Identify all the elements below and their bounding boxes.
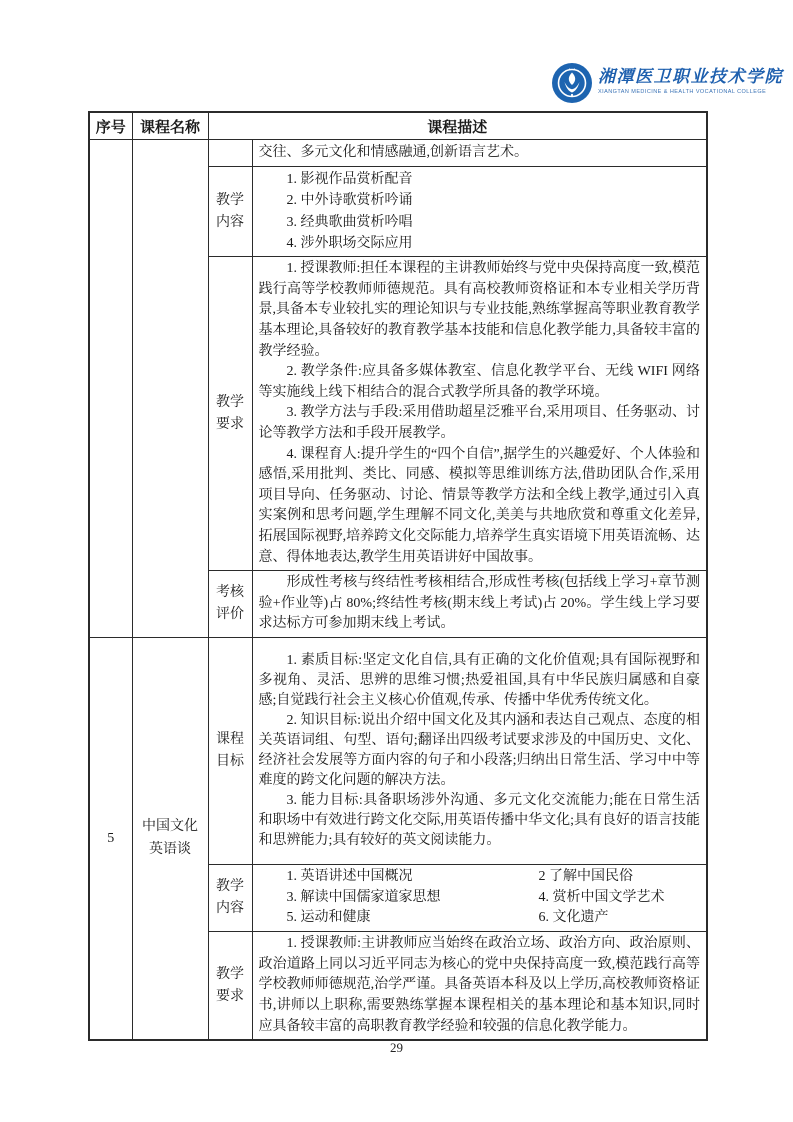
list-item: 2 了解中国民俗	[538, 868, 633, 884]
assessment-label: 考核评价	[216, 585, 244, 622]
teaching-content-cell	[252, 167, 707, 257]
prev-course-name-cell	[132, 140, 208, 638]
course-5-name-line1: 中国文化	[142, 819, 198, 835]
requirement-paragraph: 2. 教学条件:应具备多媒体教室、信息化教学平台、无线 WIFI 网络等实施线上线下相结合的混合式教学所具备的教学环境。	[258, 364, 701, 400]
college-logo	[551, 62, 783, 104]
content-items-grid	[259, 867, 701, 929]
teaching-requirements-label-cell	[208, 257, 252, 571]
college-name-block	[598, 62, 783, 95]
teaching-content-label-cell	[208, 864, 252, 931]
header-course-name: 课程名称	[132, 112, 208, 140]
header-course-desc: 课程描述	[208, 112, 707, 140]
college-name-en: XIANGTAN MEDICINE & HEALTH VOCATIONAL COLLEGE	[598, 88, 767, 95]
assessment-label-cell	[208, 571, 252, 638]
teaching-content-label-cell	[208, 167, 252, 257]
desc-tail-text: 交往、多元文化和情感融通,创新语言艺术。	[258, 144, 528, 160]
teaching-requirements-label: 教学要求	[216, 394, 244, 432]
teaching-requirements-label: 教学要求	[216, 967, 244, 1004]
course-5-index: 5	[89, 637, 132, 1040]
list-item: 1. 英语讲述中国概况	[286, 868, 413, 884]
table-header-row	[89, 112, 707, 140]
course-5-name-line2: 英语谈	[149, 841, 191, 857]
list-item: 4. 赏析中国文学艺术	[538, 889, 665, 905]
goal-paragraph: 3. 能力目标:具备职场涉外沟通、多元文化交流能力;能在日常生活和职场中有效进行跨文化交际,用英语传播中华文化;具有良好的语言技能和思辨能力;具有较好的英文阅读能力。	[258, 792, 701, 848]
assessment-cell	[252, 571, 707, 638]
college-emblem-icon	[551, 62, 593, 104]
course-description-table	[88, 111, 708, 1041]
requirement-paragraph: 3. 教学方法与手段:采用借助超星泛雅平台,采用项目、任务驱动、讨论等教学方法和手段开展教学。	[258, 405, 701, 441]
row-course-5-goals	[89, 637, 707, 864]
list-item: 4. 涉外职场交际应用	[286, 235, 413, 251]
prev-course-index-cell	[89, 140, 132, 638]
header-index: 序号	[89, 112, 132, 140]
course-goals-cell	[252, 637, 707, 864]
list-item: 6. 文化遗产	[538, 910, 609, 926]
empty-label-cell	[208, 140, 252, 167]
course-goals-label-cell	[208, 637, 252, 864]
teaching-content-cell	[252, 864, 707, 931]
teaching-content-label: 教学内容	[216, 879, 244, 917]
page-number: 29	[390, 1040, 403, 1055]
list-item: 3. 经典歌曲赏析吟唱	[286, 214, 413, 230]
teaching-content-label: 教学内容	[216, 192, 244, 230]
college-name-zh: 湘潭医卫职业技术学院	[598, 67, 783, 86]
list-item: 2. 中外诗歌赏析吟诵	[286, 193, 413, 209]
course-goals-label: 课程目标	[216, 732, 244, 769]
goal-paragraph: 2. 知识目标:说出介绍中国文化及其内涵和表达自己观点、态度的相关英语词组、句型、语句;翻译出四级考试要求涉及的中国历史、文化、经济社会发展等方面内容的句子和小段落;归纳出日常生活、学习中中等难度的跨文化问题的解决方法。	[258, 713, 701, 788]
desc-tail-cell	[252, 140, 707, 167]
row-continuation-tail	[89, 140, 707, 167]
course-5-name	[132, 637, 208, 1040]
teaching-requirements-label-cell	[208, 932, 252, 1040]
requirement-paragraph: 1. 授课教师:担任本课程的主讲教师始终与党中央保持高度一致,模范践行高等学校教师师德规范。具有高校教师资格证和本专业相关学历背景,具备本专业较扎实的理论知识与专业技能,熟练掌握高等职业教育教学基本理论,具备较好的教育教学基本技能和信息化教学能力,具备较丰富的教学经验。	[258, 261, 701, 359]
teaching-requirements-cell	[252, 932, 707, 1040]
goal-paragraph: 1. 素质目标:坚定文化自信,具有正确的文化价值观;具有国际视野和多视角、灵活、思辨的思维习惯;热爱祖国,具有中华民族归属感和自豪感;自觉践行社会主义核心价值观,传承、传播中华优秀传统文化。	[258, 653, 701, 709]
requirement-paragraph: 4. 课程育人:提升学生的“四个自信”,据学生的兴趣爱好、个人体验和感悟,采用批判、类比、同感、模拟等思维训练方法,借助团队合作,采用项目导向、任务驱动、讨论、情景等教学方法和全线上教学,通过引入真实案例和思考问题,学生理解不同文化,美美与共地欣赏和尊重文化差异,拓展国际视野,培养跨文化交际能力,培养学生真实语境下用英语流畅、达意、得体地表达,教学生用英语讲好中国故事。	[258, 446, 701, 565]
list-item: 3. 解读中国儒家道家思想	[286, 889, 441, 905]
list-item: 1. 影视作品赏析配音	[286, 172, 413, 187]
teaching-requirements-cell	[252, 257, 707, 571]
assessment-text: 形成性考核与终结性考核相结合,形成性考核(包括线上学习+章节测验+作业等)占 80%;终结性考核(期末线上考试)占 20%。学生线上学习要求达标方可参加期末线上考试。	[258, 575, 701, 632]
list-item: 5. 运动和健康	[286, 910, 371, 926]
requirement-paragraph: 1. 授课教师:主讲教师应当始终在政治立场、政治方向、政治原则、政治道路上同以习近平同志为核心的党中央保持高度一致,模范践行高等学校教师师德规范,治学严谨。具备英语本科及以上学历,高校教师资格证书,讲师以上职称,需要熟练掌握本课程相关的基本理论和基本知识,同时应具备较丰富的高职教育教学经验和较强的信息化教学能力。	[258, 936, 701, 1034]
